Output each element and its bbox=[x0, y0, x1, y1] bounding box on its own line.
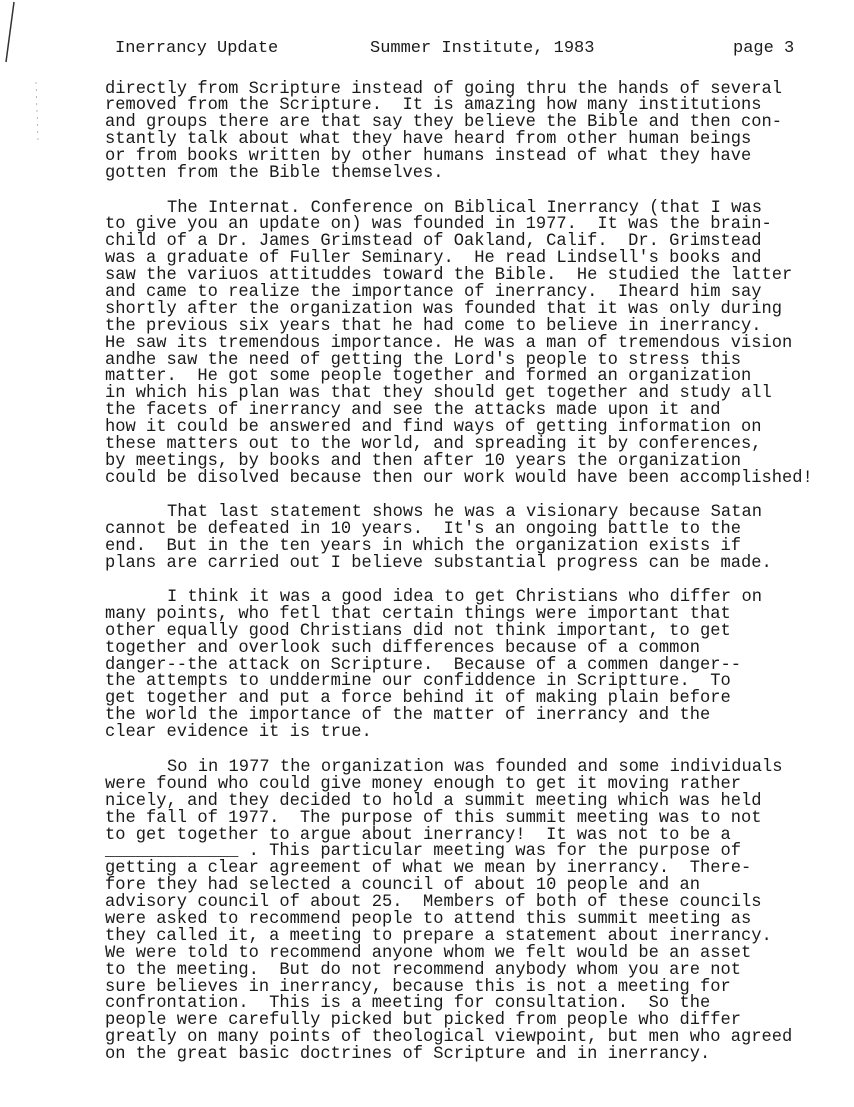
text-line: to get together to argue about inerrancy! It was not to be a bbox=[105, 825, 731, 845]
page-number: page 3 bbox=[733, 39, 795, 58]
text-line: to the meeting. But do not recommend anybody whom you are not bbox=[105, 960, 741, 980]
text-line: in which his plan was that they should get together and study all bbox=[105, 384, 772, 404]
text-line: sure believes in inerrancy, because this is not a meeting for bbox=[105, 977, 731, 997]
text-line: by meetings, by books and then after 10 years the organization bbox=[105, 451, 741, 471]
text-line: fore they had selected a council of about 10 people and an bbox=[105, 876, 700, 896]
text-line: _____________ . This particular meeting was for the purpose of bbox=[105, 842, 741, 862]
text-line: getting a clear agreement of what we mean by inerrancy. There- bbox=[105, 859, 752, 879]
text-line: advisory council of about 25. Members of both of these councils bbox=[105, 893, 762, 913]
text-line: was a graduate of Fuller Seminary. He read Lindsell's books and bbox=[105, 249, 762, 269]
text-line: andhe saw the need of getting the Lord's people to stress this bbox=[105, 350, 741, 370]
paragraph bbox=[105, 79, 783, 183]
text-line: how it could be answered and find ways of getting information on bbox=[105, 418, 762, 438]
text-line: removed from the Scripture. It is amazing how many institutions bbox=[105, 96, 762, 116]
text-line: could be disolved because then our work would have been accomplished! bbox=[105, 468, 813, 488]
margin-pen-mark bbox=[0, 0, 60, 200]
text-line: I think it was a good idea to get Christians who differ on bbox=[167, 588, 762, 607]
text-line: many points, who fetl that certain things were important that bbox=[105, 604, 731, 624]
text-line: That last statement shows he was a visionary because Satan bbox=[167, 503, 762, 522]
text-line: together and overlook such differences because of a common bbox=[105, 638, 700, 658]
text-line: and groups there are that say they believe the Bible and then con- bbox=[105, 113, 783, 133]
text-line: directly from Scripture instead of going thru the hands of several bbox=[105, 79, 783, 99]
header-event: Summer Institute, 1983 bbox=[370, 39, 595, 58]
text-line: the previous six years that he had come to believe in inerrancy. bbox=[105, 316, 762, 336]
text-line: We were told to recommend anyone whom we felt would be an asset bbox=[105, 943, 752, 963]
text-line: saw the variuos attituddes toward the Bible. He studied the latter bbox=[105, 266, 793, 286]
text-line: The Internat. Conference on Biblical Inerrancy (that I was bbox=[167, 198, 762, 218]
text-line: were asked to recommend people to attend this summit meeting as bbox=[105, 910, 752, 930]
text-line: shortly after the organization was founded that it was only during bbox=[105, 299, 783, 319]
text-line: the fall of 1977. The purpose of this summit meeting was to not bbox=[105, 808, 762, 828]
paragraph bbox=[105, 760, 792, 1064]
text-line: confrontation. This is a meeting for consultation. So the bbox=[105, 994, 711, 1014]
text-line: stantly talk about what they have heard from other human beings bbox=[105, 130, 752, 150]
text-line: matter. He got some people together and formed an organization bbox=[105, 367, 752, 387]
text-line: other equally good Christians did not think important, to get bbox=[105, 621, 731, 641]
text-line: to give you an update on) was founded in 1977. It was the brain- bbox=[105, 215, 772, 235]
text-line: plans are carried out I believe substantial progress can be made. bbox=[105, 553, 772, 573]
paragraph bbox=[105, 505, 772, 573]
text-line: these matters out to the world, and spreading it by conferences, bbox=[105, 434, 762, 454]
paragraph bbox=[105, 198, 813, 488]
text-line: child of a Dr. James Grimstead of Oakland, Calif. Dr. Grimstead bbox=[105, 232, 762, 252]
text-line: clear evidence it is true. bbox=[105, 723, 372, 743]
text-line: danger--the attack on Scripture. Because of a commen danger-- bbox=[105, 655, 741, 675]
text-line: and came to realize the importance of inerrancy. Iheard him say bbox=[105, 282, 762, 302]
text-line: cannot be defeated in 10 years. It's an ongoing battle to the bbox=[105, 519, 741, 539]
text-line: they called it, a meeting to prepare a statement about inerrancy. bbox=[105, 926, 772, 946]
text-line: gotten from the Bible themselves. bbox=[105, 163, 444, 183]
text-line: the facets of inerrancy and see the attacks made upon it and bbox=[105, 401, 721, 421]
text-line: the world the importance of the matter of inerrancy and the bbox=[105, 706, 711, 726]
text-line: end. But in the ten years in which the organization exists if bbox=[105, 536, 741, 556]
text-line: So in 1977 the organization was founded and some individuals bbox=[167, 758, 783, 777]
header-title: Inerrancy Update bbox=[115, 39, 279, 58]
text-line: nicely, and they decided to hold a summit meeting which was held bbox=[105, 791, 762, 811]
text-line: were found who could give money enough to get it moving rather bbox=[105, 774, 741, 794]
paragraph bbox=[105, 590, 762, 742]
text-line: people were carefully picked but picked from people who differ bbox=[105, 1011, 741, 1031]
text-line: He saw its tremendous importance. He was a man of tremendous vision bbox=[105, 333, 793, 353]
text-line: or from books written by other humans instead of what they have bbox=[105, 147, 752, 167]
text-line: the attempts to unddermine our confiddence in Scriptture. To bbox=[105, 672, 731, 692]
text-line: greatly on many points of theological viewpoint, but men who agreed bbox=[105, 1028, 793, 1048]
text-line: on the great basic doctrines of Scripture and in inerrancy. bbox=[105, 1045, 711, 1065]
text-line: get together and put a force behind it of making plain before bbox=[105, 689, 731, 709]
